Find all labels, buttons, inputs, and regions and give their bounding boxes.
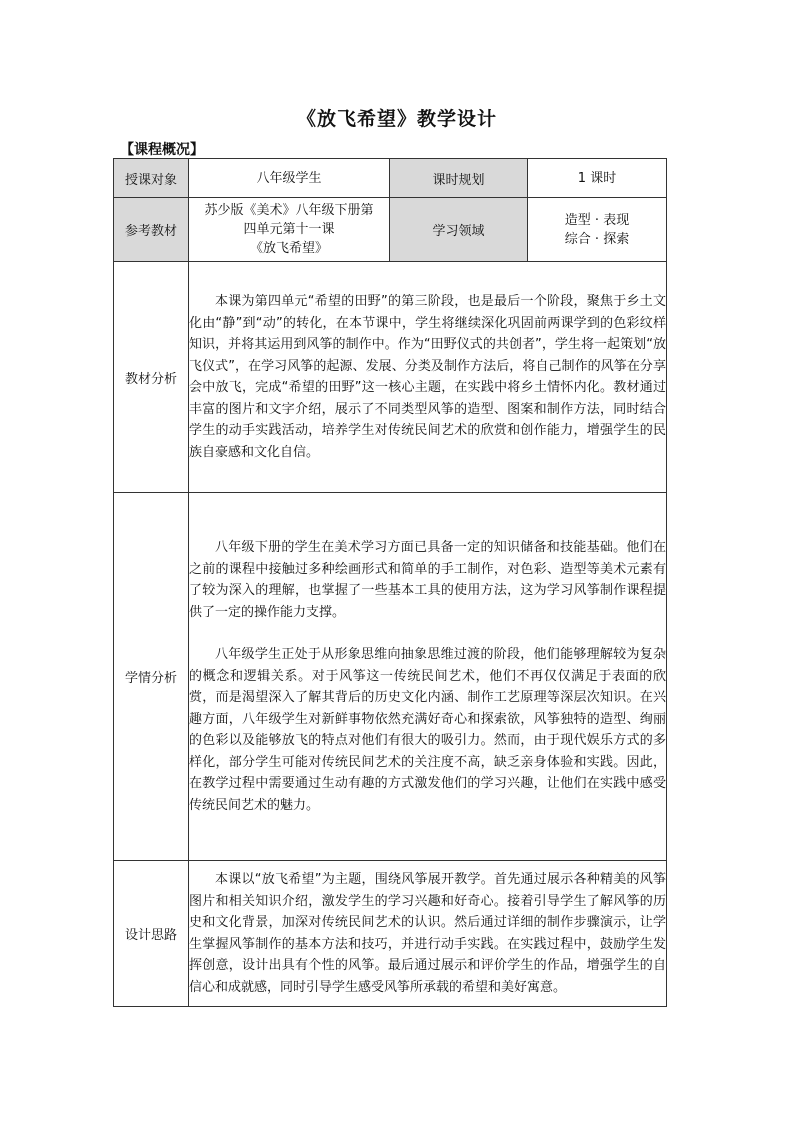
textbook-analysis-content <box>189 262 667 493</box>
design-idea-content <box>189 861 667 1007</box>
analysis-paragraph: 本课为第四单元“希望的田野”的第三阶段，也是最后一个阶段，聚焦于乡土文化由“静”到“动”的转化，在本节课中，学生将继续深化巩固前两课学到的色彩纹样知识，并将其运用到风筝的制作中。作为“田野仪式的共创者”，学生将一起策划“放飞仪式”，在学习风筝的起源、发展、分类及制作方法后，将自己制作的风筝在分享会中放飞，完成“希望的田野”这一核心主题，在实践中将乡土情怀内化。教材通过丰富的图片和文字介绍，展示了不同类型风筝的造型、图案和制作方法，同时结合学生的动手实践活动，培养学生对传统民间艺术的欣赏和创作能力，增强学生的民族自豪感和文化自信。 <box>189 294 666 460</box>
row-audience <box>114 159 667 198</box>
student-analysis-content <box>189 493 667 861</box>
domain-value <box>528 198 667 262</box>
domain-line: 造型 · 表现 <box>564 212 630 228</box>
student-paragraph: 八年级下册的学生在美术学习方面已具备一定的知识储备和技能基础。他们在之前的课程中接触过多种绘画形式和简单的手工制作，对色彩、造型等美术元素有了较为深入的理解，也掌握了一些基本工具的使用方法，这为学习风筝制作课程提供了一定的操作能力支撑。 <box>189 540 666 620</box>
audience-value: 八年级学生 <box>189 159 390 198</box>
section-label: 【课程概况】 <box>120 142 204 158</box>
label-textbook: 参考教材 <box>114 198 189 262</box>
domain-line: 综合 · 探索 <box>564 231 630 247</box>
design-paragraph: 本课以“放飞希望”为主题，围绕风筝展开教学。首先通过展示各种精美的风筝图片和相关知识介绍，激发学生的学习兴趣和好奇心。接着引导学生了解风筝的历史和文化背景，加深对传统民间艺术的认识。然后通过详细的制作步骤演示，让学生掌握风筝制作的基本方法和技巧，并进行动手实践。在实践过程中，鼓励学生发挥创意，设计出具有个性的风筝。最后通过展示和评价学生的作品，增强学生的自信心和成就感，同时引导学生感受风筝所承载的希望和美好寓意。 <box>189 872 666 995</box>
textbook-line: 四单元第十一课 <box>243 222 335 237</box>
course-overview-table <box>113 158 667 1007</box>
row-student-analysis <box>114 493 667 861</box>
label-audience: 授课对象 <box>114 159 189 198</box>
hours-value: 1 课时 <box>528 159 667 198</box>
student-paragraph: 八年级学生正处于从形象思维向抽象思维过渡的阶段，他们能够理解较为复杂的概念和逻辑关系。对于风筝这一传统民间艺术，他们不再仅仅满足于表面的欣赏，而是渴望深入了解其背后的历史文化内涵、制作工艺原理等深层次知识。在兴趣方面，八年级学生对新鲜事物依然充满好奇心和探索欲，风筝独特的造型、绚丽的色彩以及能够放飞的特点对他们有很大的吸引力。然而，由于现代娱乐方式的多样化，部分学生可能对传统民间艺术的关注度不高，缺乏亲身体验和实践。因此，在教学过程中需要通过生动有趣的方式激发他们的学习兴趣，让他们在实践中感受传统民间艺术的魅力。 <box>189 647 666 813</box>
row-design-idea <box>114 861 667 1007</box>
row-textbook-analysis <box>114 262 667 493</box>
label-design-idea: 设计思路 <box>114 861 189 1007</box>
label-textbook-analysis: 教材分析 <box>114 262 189 493</box>
textbook-line: 苏少版《美术》八年级下册第 <box>204 203 374 218</box>
document-title: 《放飞希望》教学设计 <box>296 108 497 130</box>
label-hours: 课时规划 <box>390 159 528 198</box>
label-domain: 学习领域 <box>390 198 528 262</box>
label-student-analysis: 学情分析 <box>114 493 189 861</box>
textbook-value <box>189 198 390 262</box>
textbook-line: 《放飞希望》 <box>249 241 328 256</box>
row-textbook <box>114 198 667 262</box>
